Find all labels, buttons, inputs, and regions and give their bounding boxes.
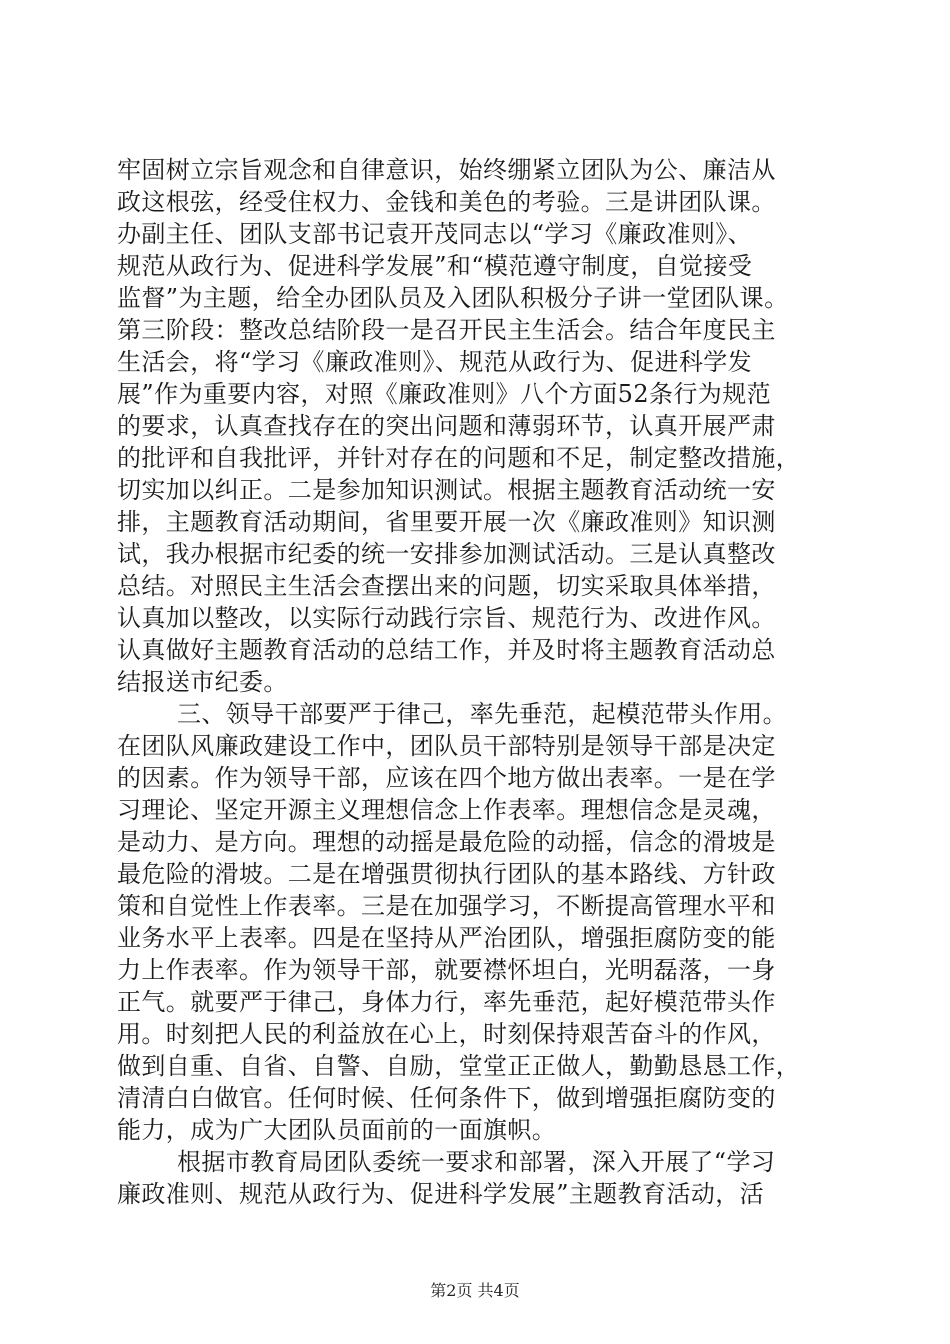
text-line: 认真做好主题教育活动的总结工作，并及时将主题教育活动总 [117, 636, 776, 664]
text-line: 监督”为主题，给全办团队员及入团队积极分子讲一堂团队课。 [117, 284, 789, 312]
text-line: 是动力、是方向。理想的动摇是最危险的动摇，信念的滑坡是 [117, 828, 776, 856]
text-line: 认真加以整改，以实际行动践行宗旨、规范行为、改进作风。 [117, 604, 776, 632]
text-line: 政这根弦，经受住权力、金钱和美色的考验。三是讲团队课。 [117, 188, 776, 216]
text-line: 力上作表率。作为领导干部，就要襟怀坦白，光明磊落，一身 [117, 956, 776, 984]
text-line: 结报送市纪委。 [117, 668, 288, 696]
text-line: 第三阶段：整改总结阶段一是召开民主生活会。结合年度民主 [117, 316, 776, 344]
text-line: 的因素。作为领导干部，应该在四个地方做出表率。一是在学 [117, 764, 776, 792]
text-line: 在团队风廉政建设工作中，团队员干部特别是领导干部是决定 [117, 732, 776, 760]
text-line: 牢固树立宗旨观念和自律意识，始终绷紧立团队为公、廉洁从 [117, 156, 776, 184]
text-line: 规范从政行为、促进科学发展”和“模范遵守制度，自觉接受 [117, 252, 753, 280]
text-line: 清清白白做官。任何时候、任何条件下，做到增强拒腐防变的 [117, 1084, 776, 1112]
text-line: 展”作为重要内容，对照《廉政准则》八个方面52条行为规范 [117, 380, 772, 408]
text-line: 的批评和自我批评，并针对存在的问题和不足，制定整改措施， [117, 444, 801, 472]
body-text [117, 154, 837, 1210]
text-line: 用。时刻把人民的利益放在心上，时刻保持艰苦奋斗的作风， [117, 1020, 776, 1048]
text-line: 办副主任、团队支部书记袁开茂同志以“学习《廉政准则》、 [117, 220, 753, 248]
text-line: 的要求，认真查找存在的突出问题和薄弱环节，认真开展严肃 [117, 412, 776, 440]
text-line: 做到自重、自省、自警、自励，堂堂正正做人，勤勤恳恳工作， [117, 1052, 801, 1080]
text-line: 三、领导干部要严于律己，率先垂范，起模范带头作用。 [177, 700, 787, 728]
text-line: 习理论、坚定开源主义理想信念上作表率。理想信念是灵魂， [117, 796, 776, 824]
text-line: 策和自觉性上作表率。三是在加强学习，不断提高管理水平和 [117, 892, 776, 920]
text-line: 总结。对照民主生活会查摆出来的问题，切实采取具体举措， [117, 572, 776, 600]
text-line: 正气。就要严于律己，身体力行，率先垂范，起好模范带头作 [117, 988, 776, 1016]
text-line: 最危险的滑坡。二是在增强贯彻执行团队的基本路线、方针政 [117, 860, 776, 888]
text-line: 试，我办根据市纪委的统一安排参加测试活动。三是认真整改 [117, 540, 776, 568]
text-line: 生活会，将“学习《廉政准则》、规范从政行为、促进科学发 [117, 348, 753, 376]
text-line: 根据市教育局团队委统一要求和部署，深入开展了“学习 [177, 1148, 776, 1176]
text-line: 切实加以纠正。二是参加知识测试。根据主题教育活动统一安 [117, 476, 776, 504]
page-footer: 第2页 共4页 [430, 1281, 520, 1300]
text-line: 业务水平上表率。四是在坚持从严治团队，增强拒腐防变的能 [117, 924, 776, 952]
text-line: 廉政准则、规范从政行为、促进科学发展”主题教育活动，活 [117, 1180, 765, 1208]
text-line: 能力，成为广大团队员面前的一面旗帜。 [117, 1116, 557, 1144]
text-line: 排，主题教育活动期间，省里要开展一次《廉政准则》知识测 [117, 508, 776, 536]
